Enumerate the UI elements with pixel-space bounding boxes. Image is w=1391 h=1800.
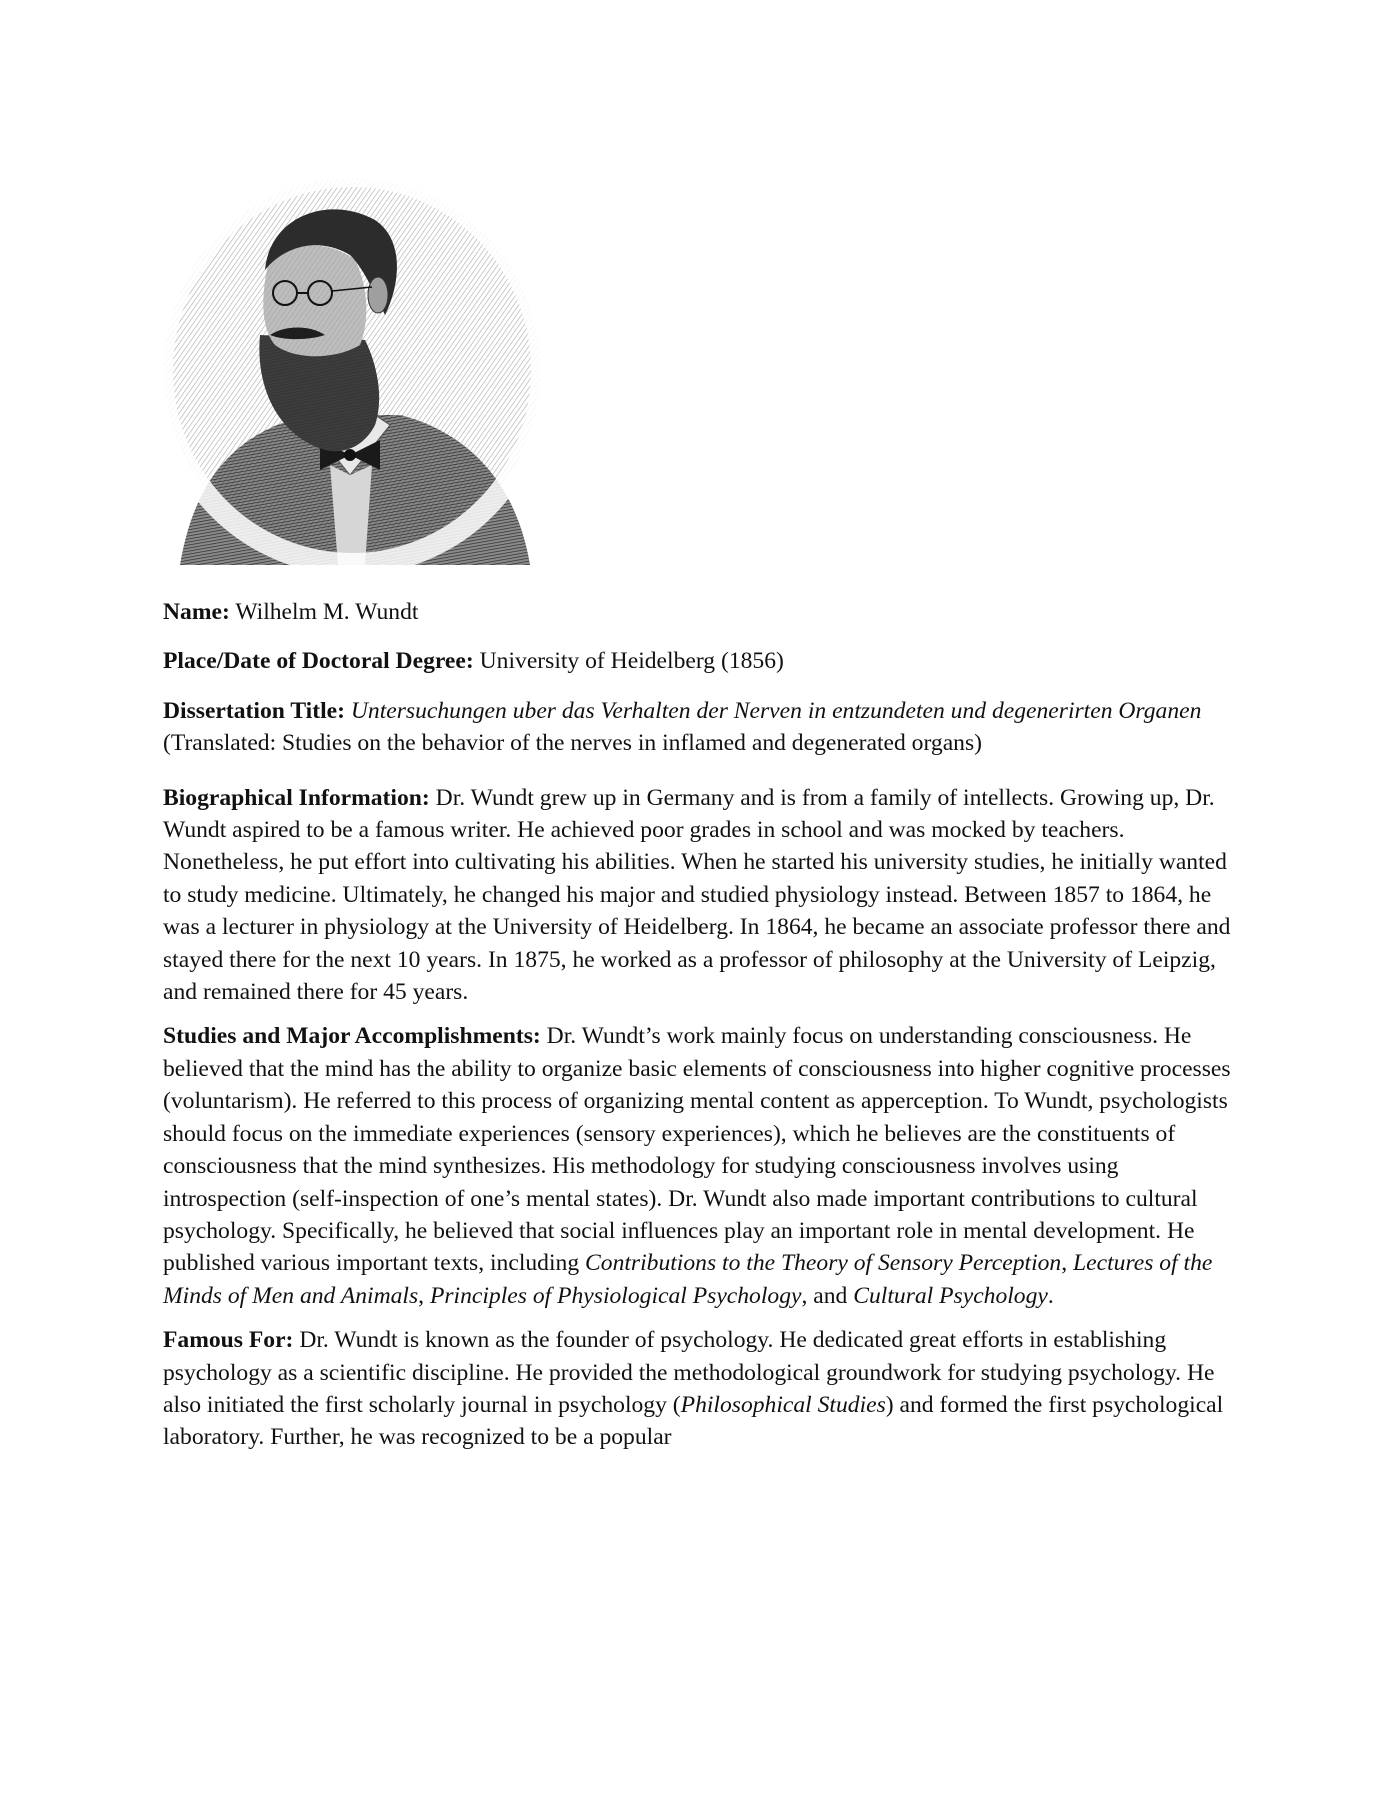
portrait-engraving — [160, 175, 545, 565]
work-title: Principles of Physiological Psychology — [429, 1282, 802, 1309]
dissertation-translation: (Translated: Studies on the behavior of the nerves in inflamed and degenerated organs) — [163, 730, 982, 757]
studies-text: Dr. Wundt’s work mainly focus on understanding consciousness. He believed that the mind has the ability to organize basic elements of consciousness into higher cognitive processes (voluntarism). He referred to this process of organizing mental content as apperception. To Wundt, psychologists should focus on the immediate experiences (sensory experiences), which he believes are the constituents of consciousness that the mind synthesizes. His methodology for studying consciousness involves using introspection (self-inspection of one’s mental states). Dr. Wundt also made important contributions to cultural psychology. Specifically, he believed that social influences play an important role in mental development. He published various important texts, including — [163, 1023, 1231, 1277]
name-value: Wilhelm M. Wundt — [235, 599, 419, 625]
name-field — [163, 596, 1235, 628]
work-title: Cultural Psychology — [853, 1282, 1048, 1309]
famous-text-continued: ) and formed the first psychological laboratory. Further, he was recognized to be a popular — [163, 1391, 1224, 1451]
sentence-end: . — [1047, 1282, 1054, 1309]
degree-label: Place/Date of Doctoral Degree: — [163, 648, 474, 675]
degree-field — [163, 645, 1235, 677]
studies-label: Studies and Major Accomplishments: — [163, 1023, 541, 1050]
biography-label: Biographical Information: — [163, 784, 430, 811]
dissertation-field — [163, 695, 1235, 760]
portrait-image — [160, 175, 545, 565]
journal-title: Philosophical Studies — [680, 1391, 886, 1418]
degree-value: University of Heidelberg (1856) — [479, 648, 784, 675]
work-separator: , and — [801, 1282, 854, 1309]
studies-section — [163, 1020, 1235, 1312]
dissertation-title: Untersuchungen uber das Verhalten der Nerven in entzundeten und degenerirten Organen — [350, 697, 1202, 724]
dissertation-label: Dissertation Title: — [163, 697, 345, 724]
biography-text: Dr. Wundt grew up in Germany and is from a family of intellects. Growing up, Dr. Wundt aspired to be a famous writer. He achieved poor grades in school and was mocked by teachers. Nonetheless, he put effort into cultivating his abilities. When he started his university studies, he initially wanted to study medicine. Ultimately, he changed his major and studied physiology instead. Between 1857 to 1864, he was a lecturer in physiology at the University of Heidelberg. In 1864, he became an associate professor there and stayed there for the next 10 years. In 1875, he worked as a professor of philosophy at the University of Leipzig, and remained there for 45 years. — [163, 784, 1231, 1006]
famous-for-section — [163, 1324, 1235, 1454]
biography-section — [163, 782, 1235, 1009]
work-separator: , — [418, 1282, 430, 1309]
work-separator: , — [1061, 1250, 1074, 1277]
famous-text: Dr. Wundt is known as the founder of psychology. He dedicated great efforts in establishing psychology as a scientific discipline. He provided the methodological groundwork for studying psychology. He also initiated the first scholarly journal in psychology ( — [163, 1327, 1215, 1418]
work-title: Lectures of the Minds of Men and Animals — [163, 1250, 1213, 1309]
name-label: Name: — [163, 599, 230, 625]
work-title: Contributions to the Theory of Sensory Perception — [585, 1250, 1062, 1277]
profile-document — [163, 596, 1235, 1466]
famous-label: Famous For: — [163, 1327, 294, 1354]
